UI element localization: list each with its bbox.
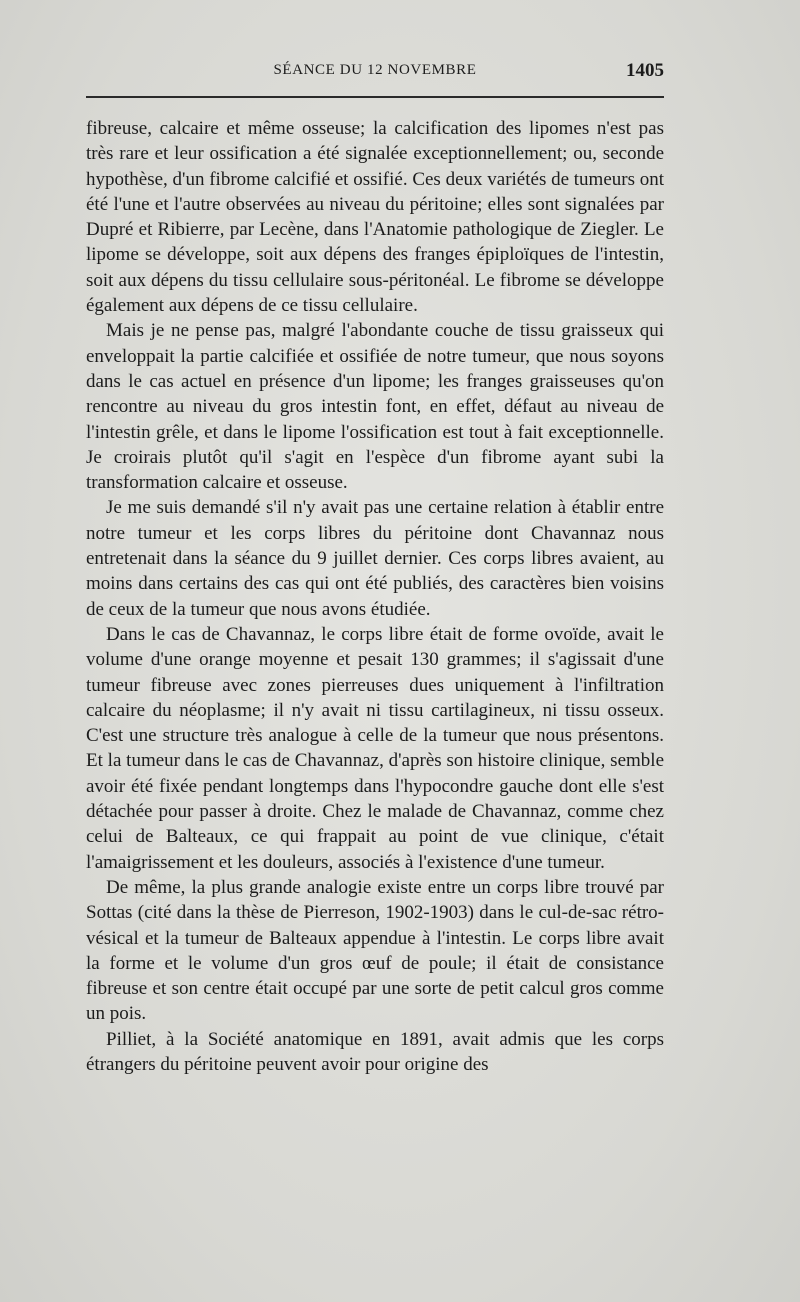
running-title: SÉANCE DU 12 NOVEMBRE xyxy=(273,62,477,78)
paragraph: Pilliet, à la Société anatomique en 1891, avait admis que les corps étrangers du péritoine peuvent avoir pour origine des xyxy=(86,1028,664,1075)
paragraph: Mais je ne pense pas, malgré l'abondante couche de tissu graisseux qui enveloppait la partie calcifiée et ossifiée de notre tumeur, que nous soyons dans le cas actuel en présence d'un lipome; les franges graisseuses qu'on rencontre au niveau du gros intestin font, en effet, défaut au niveau de l'intestin grêle, et dans le lipome l'ossification est tout à fait exceptionnelle. Je croirais plutôt qu'il s'agit en l'espèce d'un fibrome ayant subi la transformation calcaire et osseuse. xyxy=(86,320,664,494)
paragraph: De même, la plus grande analogie existe entre un corps libre trouvé par Sottas (cité dans la thèse de Pierreson, 1902-1903) dans le cul-de-sac rétro-vésical et la tumeur de Balteaux appendue à l'intestin. Le corps libre avait la forme et le volume d'un gros œuf de poule; il était de consistance fibreuse et son centre était occupé par une sorte de petit calcul gros comme un pois. xyxy=(86,876,664,1025)
body-text xyxy=(86,116,664,1077)
paragraph: Je me suis demandé s'il n'y avait pas une certaine relation à établir entre notre tumeur et les corps libres du péritoine dont Chavannaz nous entretenait dans la séance du 9 juillet dernier. Ces corps libres avaient, au moins dans certains des cas qui ont été publiés, des caractères bien voisins de ceux de la tumeur que nous avons étudiée. xyxy=(86,497,664,620)
header-rule xyxy=(86,96,664,98)
page-header xyxy=(86,60,664,86)
paragraph: Dans le cas de Chavannaz, le corps libre était de forme ovoïde, avait le volume d'une orange moyenne et pesait 130 grammes; il s'agissait d'une tumeur fibreuse avec zones pierreuses dues uniquement à l'infiltration calcaire du néoplasme; il n'y avait ni tissu cartilagineux, ni tissu osseux. C'est une structure très analogue à celle de la tumeur que nous présentons. Et la tumeur dans le cas de Chavannaz, d'après son histoire clinique, semble avoir été fixée pendant longtemps dans l'hypocondre gauche dont elle s'est détachée pour passer à droite. Chez le malade de Chavannaz, comme chez celui de Balteaux, ce qui frappait au point de vue clinique, c'était l'amaigrissement et les douleurs, associés à l'existence d'une tumeur. xyxy=(86,623,664,873)
page-number: 1405 xyxy=(626,60,664,81)
paragraph: fibreuse, calcaire et même osseuse; la calcification des lipomes n'est pas très rare et leur ossification a été signalée exceptionnellement; ou, seconde hypothèse, d'un fibrome calcifié et ossifié. Ces deux variétés de tumeurs ont été l'une et l'autre observées au niveau du péritoine; elles sont signalées par Dupré et Ribierre, par Lecène, dans l'Anatomie pathologique de Ziegler. Le lipome se développe, soit aux dépens des franges épiploïques de l'intestin, soit aux dépens du tissu cellulaire sous-péritonéal. Le fibrome se développe également aux dépens de ce tissu cellulaire. xyxy=(86,118,665,317)
